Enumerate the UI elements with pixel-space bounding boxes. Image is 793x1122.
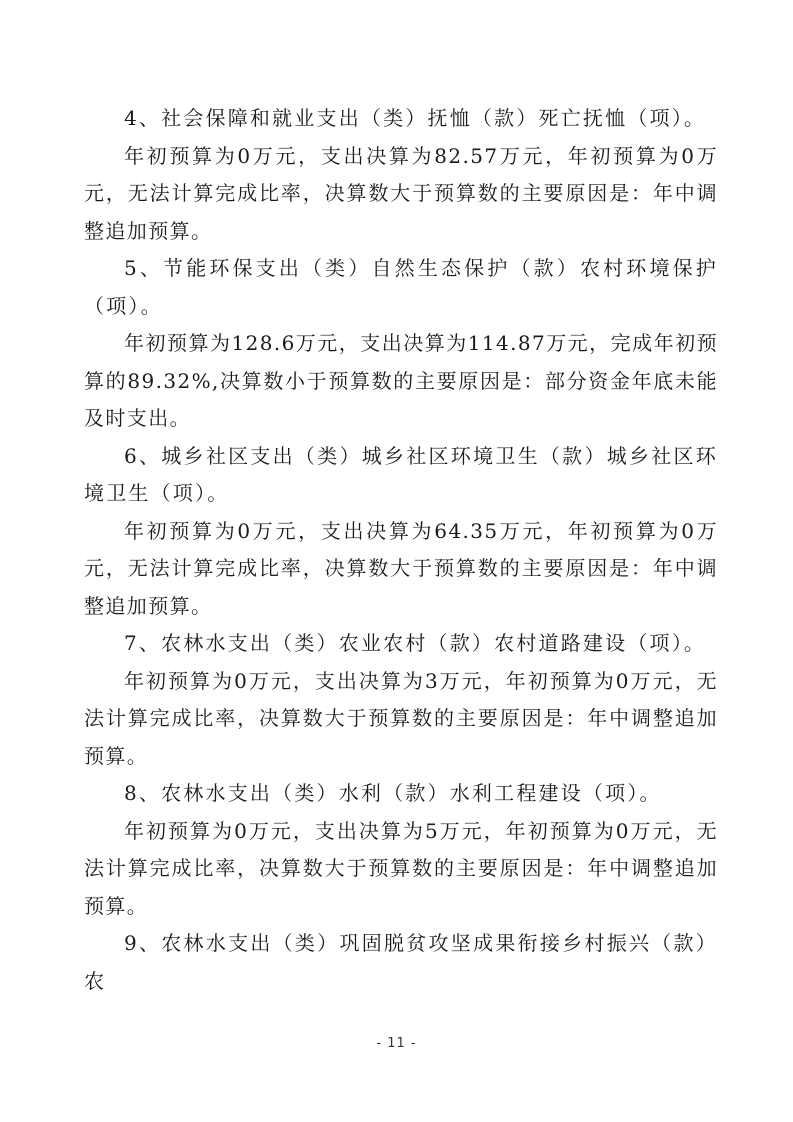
section-body-6: 年初预算为0万元，支出决算为64.35万元，年初预算为0万元，无法计算完成比率，决算数大于预算数的主要原因是：年中调整追加预算。 (84, 518, 718, 618)
section-heading-5: 5、节能环保支出（类）自然生态保护（款）农村环境保护（项）。 (84, 256, 718, 318)
section-heading-6: 6、城乡社区支出（类）城乡社区环境卫生（款）城乡社区环境卫生（项）。 (84, 443, 718, 505)
document-body (84, 100, 718, 1000)
section-heading-8: 8、农林水支出（类）水利（款）水利工程建设（项）。 (124, 781, 662, 805)
page-number: - 11 - (376, 1036, 417, 1051)
section-heading-9: 9、农林水支出（类）巩固脱贫攻坚成果衔接乡村振兴（款）农 (84, 931, 718, 993)
section-body-5: 年初预算为128.6万元，支出决算为114.87万元，完成年初预算的89.32%,决算数小于预算数的主要原因是：部分资金年底未能及时支出。 (84, 331, 718, 430)
section-body-8: 年初预算为0万元，支出决算为5万元，年初预算为0万元，无法计算完成比率，决算数大于预算数的主要原因是：年中调整追加预算。 (84, 818, 718, 918)
section-body-4: 年初预算为0万元，支出决算为82.57万元，年初预算为0万元，无法计算完成比率，决算数大于预算数的主要原因是：年中调整追加预算。 (84, 143, 718, 243)
section-heading-7: 7、农林水支出（类）农业农村（款）农村道路建设（项）。 (124, 631, 707, 655)
section-body-7: 年初预算为0万元，支出决算为3万元，年初预算为0万元，无法计算完成比率，决算数大于预算数的主要原因是：年中调整追加预算。 (84, 668, 718, 768)
section-heading-4: 4、社会保障和就业支出（类）抚恤（款）死亡抚恤（项）。 (124, 106, 707, 130)
